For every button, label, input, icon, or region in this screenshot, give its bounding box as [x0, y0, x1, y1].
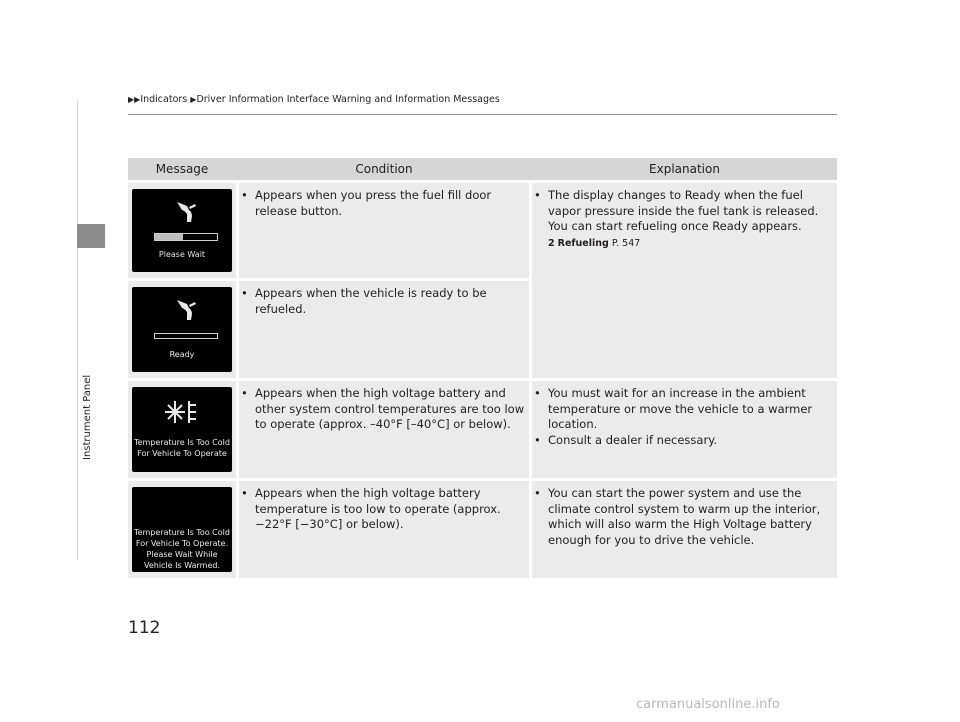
condition-item: • Appears when you press the fuel fill door release button. [239, 188, 525, 219]
reference-page: P. 547 [611, 237, 641, 249]
side-section-label: Instrument Panel [82, 374, 93, 460]
display-screen [132, 387, 232, 472]
breadcrumb-arrow-icon: ▶▶ [128, 95, 141, 104]
table-header [128, 158, 837, 180]
watermark: carmanualsonline.info [636, 697, 780, 712]
progress-bar [154, 233, 218, 241]
condition-cell [239, 481, 529, 578]
explanation-cell [532, 183, 837, 378]
table-row [128, 183, 236, 278]
header-condition: Condition [355, 162, 413, 176]
explanation-cell [532, 381, 837, 478]
breadcrumb [128, 94, 500, 105]
explanation-item: • You must wait for an increase in the ambient temperature or move the vehicle to a warmer location. [532, 386, 832, 433]
empty-bar [154, 333, 218, 339]
screen-text: Please Wait While [146, 550, 218, 559]
section-tab [77, 224, 105, 248]
condition-cell [239, 281, 529, 378]
screen-text: Vehicle Is Warmed. [143, 561, 220, 570]
screen-text: Ready [169, 350, 195, 359]
display-screen [132, 287, 232, 372]
explanation-item: • You can start the power system and use the climate control system to warm up the interior, which will also warm the High Voltage battery enough for you to drive the vehicle. [532, 486, 832, 548]
header-rule [128, 114, 837, 115]
breadcrumb-arrow-icon: ▶ [190, 95, 197, 104]
side-divider [77, 100, 78, 560]
explanation-item: • Consult a dealer if necessary. [532, 433, 832, 449]
screen-text: Please Wait [158, 250, 206, 259]
progress-fill [155, 234, 183, 240]
header-explanation: Explanation [649, 162, 720, 176]
fuel-nozzle-icon [172, 197, 200, 225]
fuel-nozzle-icon [172, 295, 200, 323]
cold-temperature-icon [164, 399, 200, 425]
condition-item: • Appears when the high voltage battery and other system control temperatures are too low to operate (approx. –40°F [–40°C] or below). [239, 386, 525, 433]
reference-link[interactable]: Refueling [557, 237, 609, 249]
table-row [128, 281, 236, 378]
screen-text: Temperature Is Too Cold [134, 528, 230, 537]
display-screen [132, 189, 232, 272]
display-screen [132, 487, 232, 572]
screen-text: For Vehicle To Operate. [135, 539, 229, 548]
condition-cell [239, 183, 529, 278]
header-message: Message [155, 162, 209, 176]
explanation-cell [532, 481, 837, 578]
screen-text: Temperature Is Too Cold [134, 438, 230, 447]
explanation-item: • The display changes to Ready when the fuel vapor pressure inside the fuel tank is released. You can start refueling once Ready appears. [532, 188, 832, 235]
condition-item: • Appears when the vehicle is ready to be refueled. [239, 286, 525, 317]
screen-text: For Vehicle To Operate [137, 449, 227, 458]
message-table [128, 158, 837, 180]
cross-reference[interactable] [548, 236, 832, 252]
page-number: 112 [128, 618, 161, 638]
breadcrumb-item: Indicators [140, 94, 188, 105]
table-row [128, 381, 236, 478]
reference-icon: 2 [548, 237, 555, 249]
table-row [128, 481, 236, 578]
condition-item: • Appears when the high voltage battery temperature is too low to operate (approx. −22°F [−30°C] or below). [239, 486, 525, 533]
condition-cell [239, 381, 529, 478]
breadcrumb-item: Driver Information Interface Warning and Information Messages [196, 94, 500, 105]
